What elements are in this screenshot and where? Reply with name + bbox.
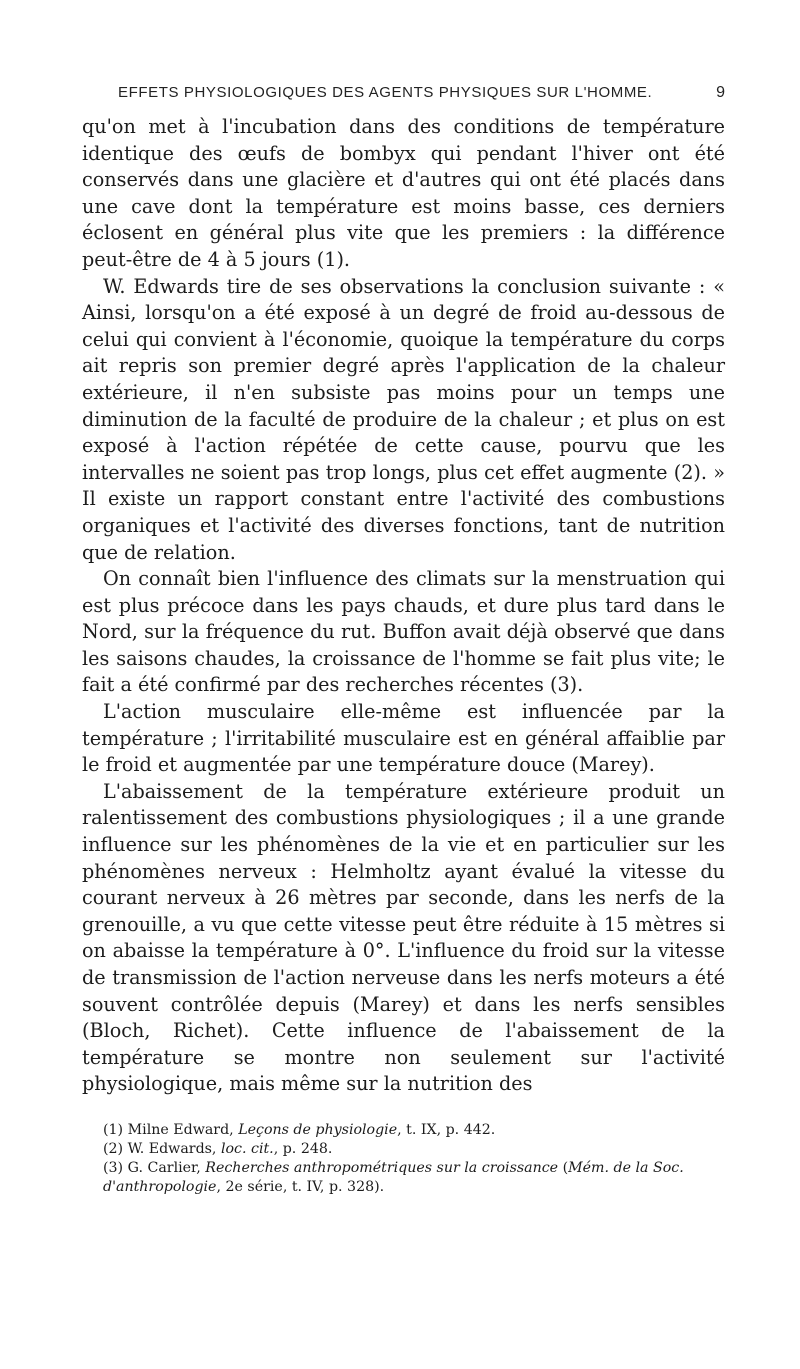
running-title: EFFETS PHYSIOLOGIQUES DES AGENTS PHYSIQUES SUR L'HOMME. [118,84,653,101]
footnote-journal: Mém. de la Soc. d'anthropologie [103,1159,684,1195]
paragraph: L'abaissement de la température extérieure produit un ralentissement des combustions physiologiques ; il a une grande influence sur les phénomènes de la vie et en particulier sur les phénomènes nerveux : Helmholtz ayant évalué la vitesse du courant nerveux à 26 mètres par seconde, dans les nerfs de la grenouille, a vu que cette vitesse peut être réduite à 15 mètres si on abaisse la température à 0°. L'influence du froid sur la vitesse de transmission de l'action nerveuse dans les nerfs moteurs a été souvent contrôlée depuis (Marey) et dans les nerfs sensibles (Bloch, Richet). Cette influence de l'abaissement de la température se montre non seulement sur l'activité physiologique, mais même sur la nutrition des [82,779,725,1096]
footnote [82,1159,725,1197]
running-head [118,84,725,102]
footnote-marker: (3) [103,1159,124,1176]
paragraph: On connaît bien l'influence des climats sur la menstruation qui est plus précoce dans les pays chauds, et dure plus tard dans le Nord, sur la fréquence du rut. Buffon avait déjà observé que dans les saisons chaudes, la croissance de l'homme se fait plus vite; le fait a été confirmé par des recherches récentes (3). [82,567,725,697]
footnotes [82,1121,725,1197]
footnote-text: , 2e série, t. IV, p. 328). [216,1178,385,1195]
footnote-marker: (1) [103,1121,124,1138]
paragraph: qu'on met à l'incubation dans des conditions de température identique des œufs de bombyx qui pendant l'hiver ont été conservés dans une glacière et d'autres qui ont été placés dans une cave dont la température est moins basse, ces derniers éclosent en général plus vite que les premiers : la différence peut-être de 4 à 5 jours (1). [82,115,725,271]
paragraph: W. Edwards tire de ses observations la conclusion suivante : « Ainsi, lorsqu'on a été exposé à un degré de froid au-dessous de celui qui convient à l'économie, quoique la température du corps ait repris son premier degré après l'application de la chaleur extérieure, il n'en subsiste pas moins pour un temps une diminution de la faculté de produire de la chaleur ; et plus on est exposé à l'action répétée de cette cause, pourvu que les intervalles ne soient pas trop longs, plus cet effet augmente (2). » Il existe un rapport constant entre l'activité des combustions organiques et l'activité des diverses fonctions, tant de nutrition que de relation. [82,274,725,564]
footnote-title: loc. cit. [220,1140,274,1157]
footnote-text: Milne Edward, [127,1121,239,1138]
footnote-title: Leçons de physiologie [238,1121,398,1138]
footnote [82,1140,725,1159]
footnote-marker: (2) [103,1140,124,1157]
book-page [82,84,725,1197]
footnote-text: , p. 248. [273,1140,333,1157]
footnote-title: Recherches anthropométriques sur la croissance [205,1159,559,1176]
body-text [82,114,725,1098]
page-number: 9 [716,84,725,101]
footnote-text: ( [558,1159,569,1176]
footnote-text: , t. IX, p. 442. [397,1121,496,1138]
paragraph: L'action musculaire elle-même est influencée par la température ; l'irritabilité musculaire est en général affaiblie par le froid et augmentée par une température douce (Marey). [82,700,725,777]
footnote [82,1121,725,1140]
footnote-text: W. Edwards, [127,1140,221,1157]
footnote-text: G. Carlier, [127,1159,206,1176]
